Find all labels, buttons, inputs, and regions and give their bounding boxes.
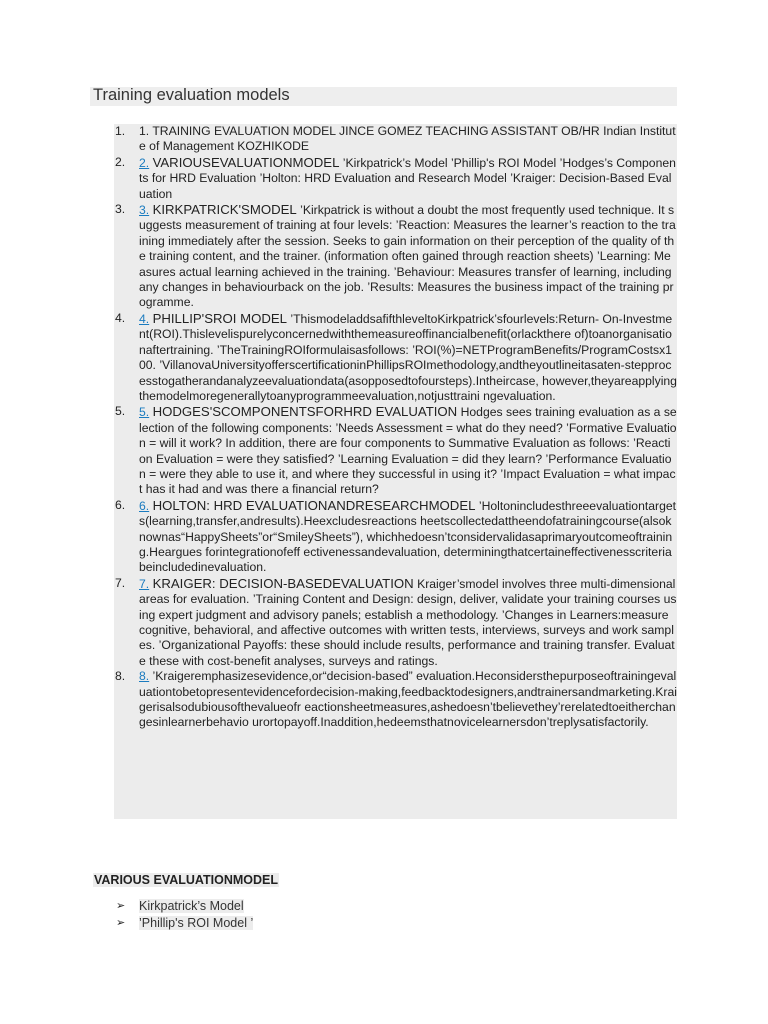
document-title: Training evaluation models	[93, 86, 290, 104]
list-item-link[interactable]: 5.	[139, 405, 150, 420]
list-item	[114, 311, 677, 404]
list-item-link[interactable]: 8.	[139, 669, 150, 684]
list-item-heading: KRAIGER: DECISION-BASEDEVALUATION	[152, 575, 414, 591]
list-item-number: 3.	[115, 202, 126, 217]
list-item-text: ’Kirkpatrick is without a doubt the most frequently used technique. It suggests measurement of training at four levels: ’Reaction: Measures the learner’s reaction to the training immediately after the session. Seeks to gain information on their perception of the quality of the training content, and the trainer. (information often gained through reaction sheets) ’Learning: Measures actual learning achieved in the training. ’Behaviour: Measures transfer of learning, including any changes in behaviourback on the job. ’Results: Measures the business impact of the training programme.	[139, 203, 676, 310]
list-item-number: 2.	[115, 154, 126, 169]
list-item-heading: HODGES'SCOMPONENTSFORHRD EVALUATION	[152, 404, 458, 420]
list-item-text: ’ThismodeladdsafifthleveltoKirkpatrick’sfourlevels:Return- On-Investment(ROI).Thislevelispurelyconcernedwiththemeasureoffinancialbenefit(orlackthere of)toanorganisationaftertraining. ’TheTrainingROIformulaisasfollows: ’ROI(%)=NETProgramBenefits/ProgramCostsx100. ’VillanovaUniversityofferscertificationinPhillipsROImethodology,andtheyoutlineitasaten-stepprocesstogatherandanalyzeevaluationdata(asopposedtofoursteps).Intheircase, however,theyareapplyingthemodelmoregenerallytoanyprogrammeevaluation,notjusttraini ngevaluation.	[139, 311, 677, 403]
list-item-heading: KIRKPATRICK'SMODEL	[152, 202, 297, 218]
list-item-number: 1.	[115, 124, 126, 138]
list-item-number: 5.	[115, 404, 126, 419]
list-item-text: ’Kirkpatrick’s Model ’Phillip's ROI Model ’Hodges’s Components for HRD Evaluation ’Holton: HRD Evaluation and Research Model ’Kraiger: Decision-Based Evaluation	[139, 155, 676, 201]
list-item-number: 7.	[115, 575, 126, 590]
list-item-link[interactable]: 2.	[139, 155, 150, 170]
bullet-item-text: Kirkpatrick’s Model	[139, 899, 244, 913]
bullet-item-text: ’Phillip's ROI Model ’	[139, 916, 254, 930]
list-item-link[interactable]: 3.	[139, 203, 150, 218]
list-item-text: Hodges sees training evaluation as a selection of the following components: ’Needs Assessment = what do they need? ’Formative Evaluation = will it work? In addition, there are four components to Summative Evaluation as follows: ’Reaction Evaluation = were they satisfied? ’Learning Evaluation = did they learn? ’Performance Evaluation = were they able to use it, and where they successful in using it? ’Impact Evaluation = what impact has it had and was there a financial return?	[139, 405, 677, 497]
bullet-list	[114, 898, 253, 932]
numbered-list	[114, 124, 677, 731]
list-item	[114, 155, 677, 202]
bullet-item	[114, 898, 253, 915]
list-item	[114, 576, 677, 669]
list-item-heading: PHILLIP'SROI MODEL	[152, 310, 287, 326]
list-item-heading: VARIOUSEVALUATIONMODEL	[152, 154, 340, 170]
list-item-link[interactable]: 6.	[139, 498, 150, 513]
list-item-link[interactable]: 7.	[139, 576, 150, 591]
list-item	[114, 124, 677, 155]
list-item-text: 1. TRAINING EVALUATION MODEL JINCE GOMEZ TEACHING ASSISTANT OB/HR Indian Institute of Management KOZHIKODE	[139, 124, 676, 154]
list-item-link[interactable]: 4.	[139, 311, 150, 326]
arrow-bullet-icon: ➢	[116, 900, 126, 912]
list-item-number: 8.	[115, 669, 126, 684]
list-item-text: ’Holtonincludesthreeevaluationtargets(learning,transfer,andresults).Heexcludesreactions heetscollectedattheendofatrainingcourse(alsoknownas“HappySheets”or“SmileySheets”), whichhedoesn’tconsidervalidasaprimaryoutcomeoftraining.Heargues forintegrationofeff ectivenessandevaluation, determiningthatcertaineffectivenesscriteriabeincludedinevaluation.	[139, 498, 677, 575]
list-item-number: 4.	[115, 310, 126, 325]
title-bar	[90, 87, 677, 106]
list-item-heading: HOLTON: HRD EVALUATIONANDRESEARCHMODEL	[152, 497, 476, 513]
list-item	[114, 669, 677, 731]
list-item	[114, 498, 677, 576]
list-item	[114, 404, 677, 497]
arrow-bullet-icon: ➢	[116, 917, 126, 929]
list-item-number: 6.	[115, 497, 126, 512]
bullet-item	[114, 915, 253, 932]
list-item	[114, 202, 677, 311]
numbered-list-block	[114, 124, 677, 819]
list-item-text: ’Kraigeremphasizesevidence,or“decision-based” evaluation.Heconsidersthepurposeoftrainingevaluationtobetopresentevidencefordecision-making,feedbacktodesigners,andtrainersandmarketing.Kraigerisalsodubiousofthevalueofr eactionsheetmeasures,ashedoesn’tbelievethey’rerelatedtoeitherchangesinlearnerbehavio urortopayoff.Inaddition,hedeemsthatnovicelearnersdon’treplysatisfactorily.	[139, 669, 677, 730]
section-heading: VARIOUS EVALUATIONMODEL	[94, 873, 279, 887]
list-item-text: Kraiger’smodel involves three multi-dimensional areas for evaluation. ’Training Content and Design: design, deliver, validate your training courses using expert judgment and advisory panels; establish a methodology. ’Changes in Learners:measure cognitive, behavioral, and affective outcomes with written tests, interviews, surveys and work samples. ’Organizational Payoffs: these should include results, performance and training transfer. Evaluate these with cost-benefit analyses, surveys and ratings.	[139, 576, 677, 668]
